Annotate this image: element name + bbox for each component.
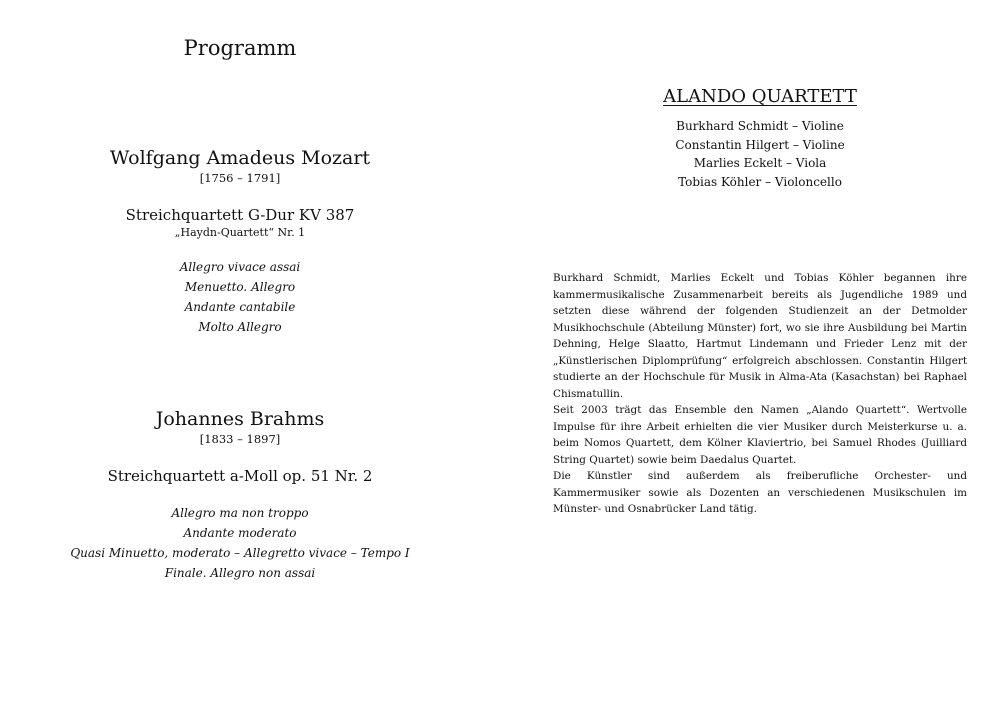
composer-name-brahms: Johannes Brahms [155,408,325,430]
composer-dates-mozart: [1756 – 1791] [199,171,281,185]
member-item: Constantin Hilgert – Violine [675,137,845,152]
movement-item: Finale. Allegro non assai [164,566,316,580]
work-title-mozart: Streichquartett G-Dur KV 387 [125,206,355,224]
program-heading: Programm [183,36,297,60]
work-subtitle-mozart: „Haydn-Quartett“ Nr. 1 [174,226,306,239]
movement-item: Molto Allegro [198,320,282,334]
bio-paragraph: Seit 2003 trägt das Ensemble den Namen „Alando Quartett“. Wertvolle Impulse für ihre Arbeit erhielten die vier Musiker durch Meisterkurse u. a. beim Nomos Quartett, dem Kölner Klaviertrio, bei Samuel Rhodes (Juilliard String Quartet) sowie beim Daedalus Quartet. [553,404,967,466]
ensemble-biography [553,270,967,518]
movement-item: Menuetto. Allegro [184,280,296,294]
movement-item: Andante cantabile [184,300,296,314]
work-title-brahms: Streichquartett a-Moll op. 51 Nr. 2 [107,467,373,485]
movement-item: Quasi Minuetto, moderato – Allegretto vivace – Tempo I [70,546,410,560]
movement-list-mozart [40,257,440,337]
movement-item: Allegro ma non troppo [171,506,309,520]
movement-item: Andante moderato [183,526,297,540]
member-item: Tobias Köhler – Violoncello [678,174,842,189]
composer-name-mozart: Wolfgang Amadeus Mozart [109,147,371,169]
movement-item: Allegro vivace assai [179,260,301,274]
bio-paragraph: Die Künstler sind außerdem als freiberufliche Orchester- und Kammermusiker sowie als Dozenten an verschiedenen Musikschulen im Münster- und Osnabrücker Land tätig. [553,470,967,515]
ensemble-name: ALANDO QUARTETT [663,86,857,107]
composer-dates-brahms: [1833 – 1897] [199,432,281,446]
member-item: Burkhard Schmidt – Violine [676,119,844,133]
movement-list-brahms [40,503,440,583]
bio-paragraph: Burkhard Schmidt, Marlies Eckelt und Tobias Köhler begannen ihre kammermusikalische Zusammenarbeit bereits als Jugendliche 1989 und setzten diese während der folgenden Studienzeit an der Detmolder Musikhochschule (Abteilung Münster) fort, wo sie ihre Ausbildung bei Martin Dehning, Helge Slaatto, Hartmut Lindemann und Frieder Lenz mit der „Künstlerischen Diplomprüfung“ erfolgreich abschlossen. Constantin Hilgert studierte an der Hochschule für Musik in Alma-Ata (Kasachstan) bei Raphael Chismatullin. [553,272,967,400]
member-item: Marlies Eckelt – Viola [693,156,827,170]
member-list [610,117,910,191]
